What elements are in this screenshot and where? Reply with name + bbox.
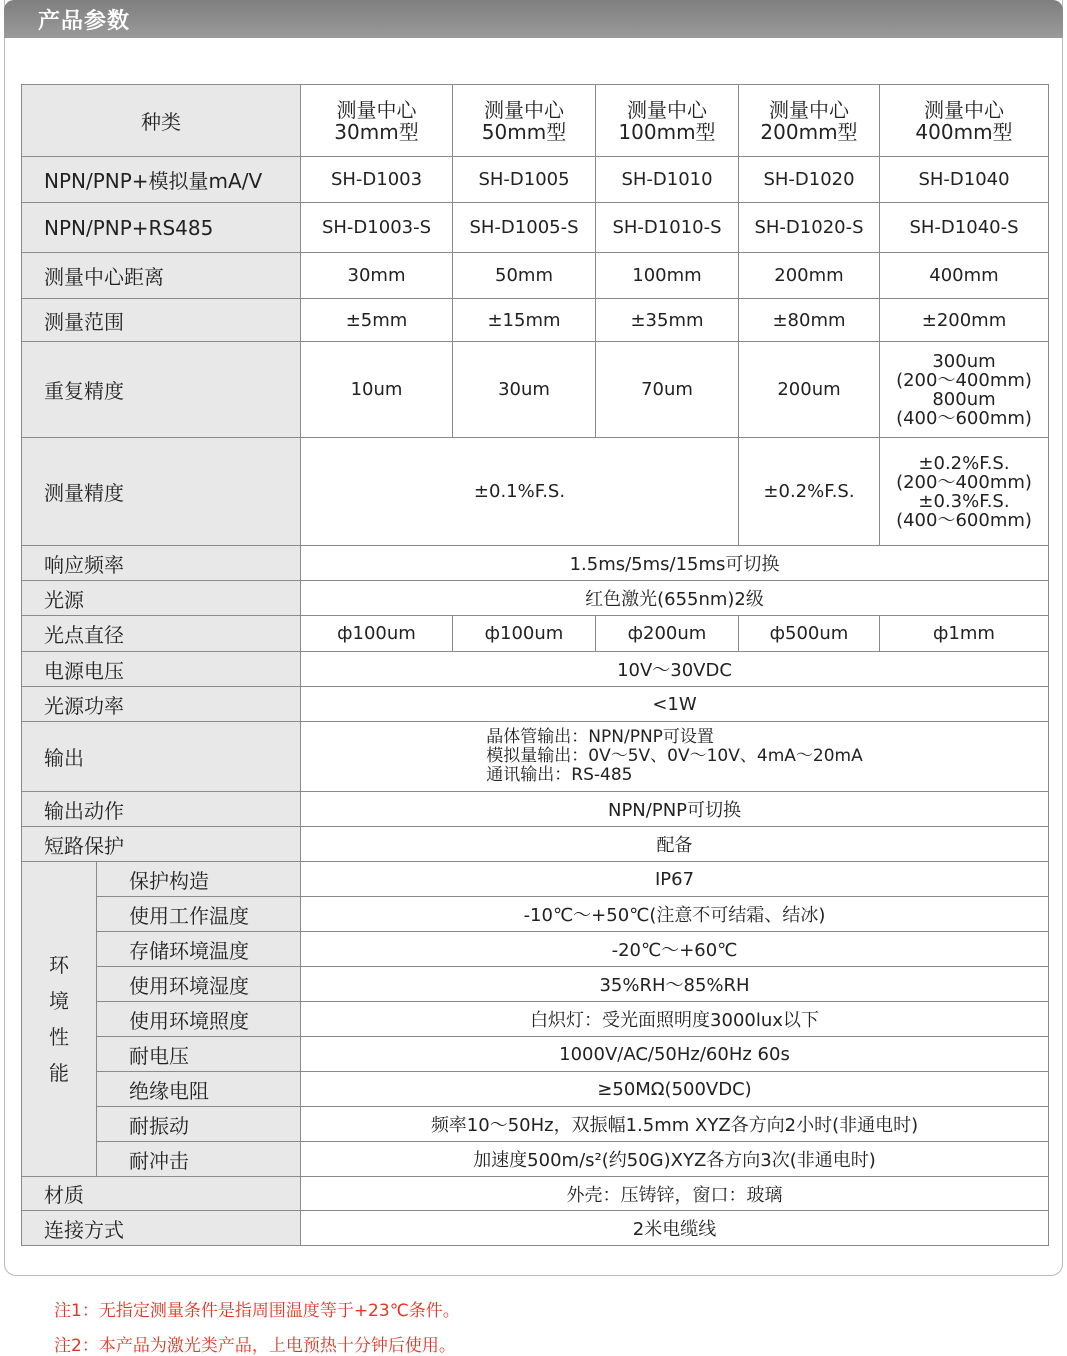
table-row (22, 616, 1049, 652)
cell: ф100um (453, 616, 596, 652)
table-row (22, 253, 1049, 299)
row-label: 光源功率 (22, 687, 301, 722)
table-row (22, 932, 1049, 967)
cell: 70um (596, 342, 739, 438)
header-model-200: 测量中心 200mm型 (739, 85, 880, 157)
cell: ф200um (596, 616, 739, 652)
row-label: 绝缘电阻 (97, 1072, 301, 1107)
row-label: 使用环境照度 (97, 1002, 301, 1037)
row-label: NPN/PNP+模拟量mA/V (22, 157, 301, 203)
cell-merged: 1000V/AC/50Hz/60Hz 60s (301, 1037, 1049, 1072)
table-row (22, 1002, 1049, 1037)
cell-merged: 白炽灯：受光面照明度3000lux以下 (301, 1002, 1049, 1037)
cell: SH-D1020 (739, 157, 880, 203)
table-row (22, 1072, 1049, 1107)
row-label: 重复精度 (22, 342, 301, 438)
row-label: 输出动作 (22, 792, 301, 827)
cell-merged: ≥50MΩ(500VDC) (301, 1072, 1049, 1107)
table-row (22, 827, 1049, 862)
cell-merged: 晶体管输出：NPN/PNP可设置 模拟量输出：0V～5V、0V～10V、4mA～20mA 通讯输出：RS-485 (301, 722, 1049, 792)
cell-multiline: ±0.2%F.S. (200～400mm) ±0.3%F.S. (400～600mm) (880, 438, 1049, 546)
cell-merged: 频率10～50Hz，双振幅1.5mm XYZ各方向2小时(非通电时) (301, 1107, 1049, 1142)
cell: 400mm (880, 253, 1049, 299)
cell-merged: 外壳：压铸锌，窗口：玻璃 (301, 1177, 1049, 1211)
row-label: 材质 (22, 1177, 301, 1211)
table-row (22, 581, 1049, 616)
table-row (22, 897, 1049, 932)
spec-table (21, 84, 1049, 1246)
table-row (22, 203, 1049, 253)
cell: ф100um (301, 616, 453, 652)
cell: 200um (739, 342, 880, 438)
header-model-30: 测量中心 30mm型 (301, 85, 453, 157)
cell-merged: -20℃～+60℃ (301, 932, 1049, 967)
cell: 30mm (301, 253, 453, 299)
table-row (22, 342, 1049, 438)
cell-merged: 加速度500m/s²(约50G)XYZ各方向3次(非通电时) (301, 1142, 1049, 1177)
row-label: 响应频率 (22, 546, 301, 581)
table-row (22, 687, 1049, 722)
cell-merged: 红色激光(655nm)2级 (301, 581, 1049, 616)
cell: SH-D1010 (596, 157, 739, 203)
row-label: 测量范围 (22, 299, 301, 342)
cell-merged: 1.5ms/5ms/15ms可切换 (301, 546, 1049, 581)
cell: 200mm (739, 253, 880, 299)
cell: ±15mm (453, 299, 596, 342)
row-label: 保护构造 (97, 862, 301, 897)
cell-merged: <1W (301, 687, 1049, 722)
row-label: 测量中心距离 (22, 253, 301, 299)
cell: SH-D1020-S (739, 203, 880, 253)
environment-group-label: 环 境 性 能 (22, 862, 97, 1177)
cell-multiline: 300um (200～400mm) 800um (400～600mm) (880, 342, 1049, 438)
header-label: 种类 (22, 85, 301, 157)
section-title: 产品参数 (38, 9, 131, 34)
cell: ±0.2%F.S. (739, 438, 880, 546)
row-label: 耐振动 (97, 1107, 301, 1142)
note-2: 注2：本产品为激光类产品，上电预热十分钟后使用。 (54, 1336, 456, 1356)
row-label: 连接方式 (22, 1211, 301, 1246)
row-label: 光点直径 (22, 616, 301, 652)
cell-merged: 配备 (301, 827, 1049, 862)
table-row (22, 546, 1049, 581)
row-label: 耐电压 (97, 1037, 301, 1072)
cell: 10um (301, 342, 453, 438)
row-label: NPN/PNP+RS485 (22, 203, 301, 253)
cell: 50mm (453, 253, 596, 299)
cell: ф500um (739, 616, 880, 652)
row-label: 电源电压 (22, 652, 301, 687)
cell: 30um (453, 342, 596, 438)
table-header-row (22, 85, 1049, 157)
cell-merged: 35%RH～85%RH (301, 967, 1049, 1002)
row-label: 光源 (22, 581, 301, 616)
cell: ±5mm (301, 299, 453, 342)
cell-merged: -10℃～+50℃(注意不可结霜、结冰) (301, 897, 1049, 932)
table-row (22, 1037, 1049, 1072)
table-row (22, 652, 1049, 687)
cell: SH-D1003 (301, 157, 453, 203)
cell-merged: 10V～30VDC (301, 652, 1049, 687)
row-label: 使用工作温度 (97, 897, 301, 932)
table-row (22, 1177, 1049, 1211)
cell: ±200mm (880, 299, 1049, 342)
row-label: 存储环境温度 (97, 932, 301, 967)
cell-merged: IP67 (301, 862, 1049, 897)
row-label: 使用环境湿度 (97, 967, 301, 1002)
table-row (22, 157, 1049, 203)
row-label: 短路保护 (22, 827, 301, 862)
table-row (22, 438, 1049, 546)
row-label: 耐冲击 (97, 1142, 301, 1177)
table-row (22, 792, 1049, 827)
cell-merged: ±0.1%F.S. (301, 438, 739, 546)
header-model-400: 测量中心 400mm型 (880, 85, 1049, 157)
section-title-bar (4, 0, 1063, 38)
cell: SH-D1040-S (880, 203, 1049, 253)
table-row (22, 1107, 1049, 1142)
row-label: 测量精度 (22, 438, 301, 546)
table-row (22, 862, 1049, 897)
table-row (22, 967, 1049, 1002)
cell-merged: NPN/PNP可切换 (301, 792, 1049, 827)
cell: ±35mm (596, 299, 739, 342)
note-1: 注1：无指定测量条件是指周围温度等于+23℃条件。 (54, 1301, 460, 1321)
cell: ±80mm (739, 299, 880, 342)
header-model-100: 测量中心 100mm型 (596, 85, 739, 157)
cell-merged: 2米电缆线 (301, 1211, 1049, 1246)
cell: SH-D1005-S (453, 203, 596, 253)
cell: SH-D1003-S (301, 203, 453, 253)
cell: ф1mm (880, 616, 1049, 652)
cell: SH-D1010-S (596, 203, 739, 253)
table-row (22, 1142, 1049, 1177)
table-row (22, 299, 1049, 342)
row-label: 输出 (22, 722, 301, 792)
cell: SH-D1040 (880, 157, 1049, 203)
cell: SH-D1005 (453, 157, 596, 203)
cell: 100mm (596, 253, 739, 299)
header-model-50: 测量中心 50mm型 (453, 85, 596, 157)
table-row (22, 722, 1049, 792)
table-row (22, 1211, 1049, 1246)
